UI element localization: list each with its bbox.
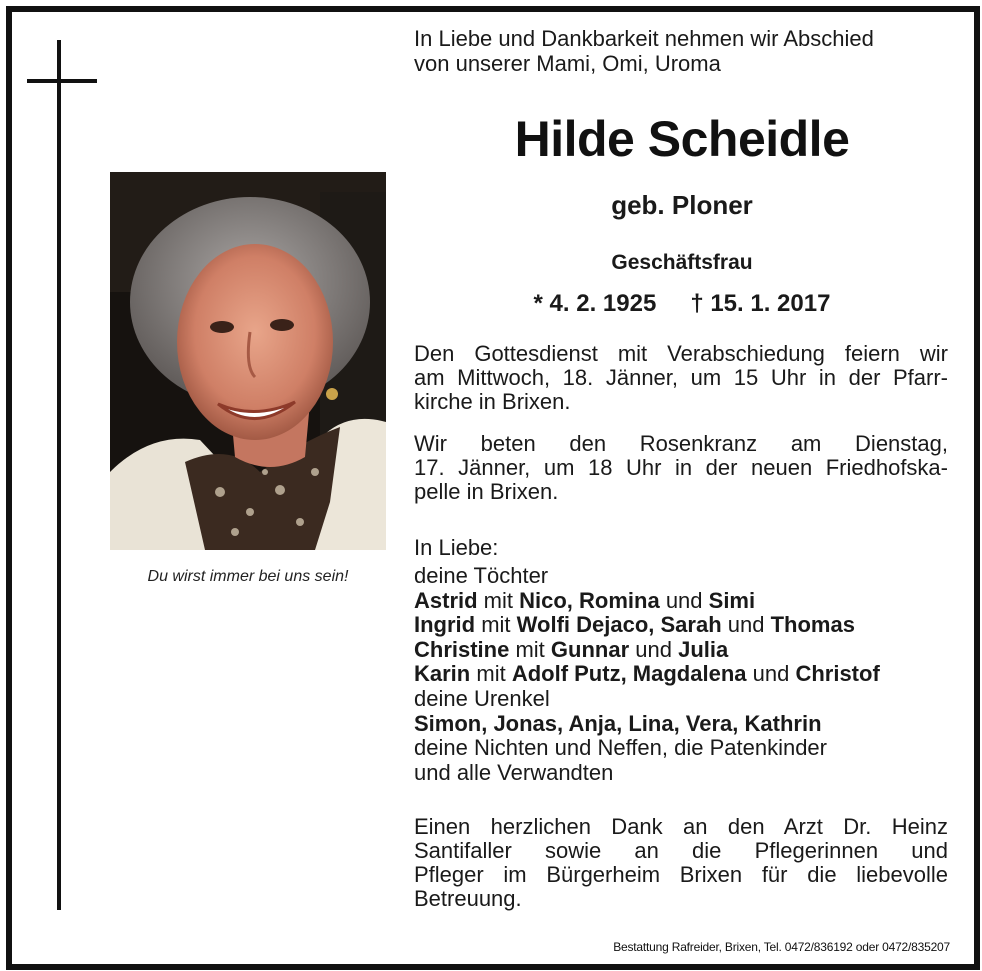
name: Nico, Romina xyxy=(519,587,660,613)
connector: mit xyxy=(509,636,551,662)
name: Astrid xyxy=(414,587,478,613)
family-line xyxy=(414,662,954,687)
great-grandchildren-names xyxy=(414,712,954,737)
thanks-notice xyxy=(414,815,948,911)
text-line: Den Gottesdienst mit Verabschiedung feiern wir xyxy=(414,341,948,366)
connector: mit xyxy=(470,661,512,687)
connector: und xyxy=(721,612,771,638)
mourners-list xyxy=(414,564,954,785)
maiden-name: geb. Ploner xyxy=(611,190,753,220)
mass-notice xyxy=(414,342,948,414)
death-date: † 15. 1. 2017 xyxy=(690,290,831,317)
name: Ingrid xyxy=(414,612,476,638)
life-dates xyxy=(414,290,950,318)
text-line: Wir beten den Rosenkranz am Dienstag, xyxy=(414,431,948,456)
connector: und xyxy=(659,587,709,613)
cross-icon xyxy=(57,40,61,910)
name: Adolf Putz, Magdalena xyxy=(511,661,747,687)
photo-caption: Du wirst immer bei uns sein! xyxy=(147,568,349,585)
text-line: Pfleger im Bürgerheim Brixen für die liebevolle xyxy=(414,862,948,887)
cross-icon-bar xyxy=(27,79,97,83)
in-love-heading: In Liebe: xyxy=(414,535,499,560)
name: Julia xyxy=(678,636,729,662)
intro-line: von unserer Mami, Omi, Uroma xyxy=(414,51,721,76)
deceased-name: Hilde Scheidle xyxy=(514,111,850,167)
text-line: Einen herzlichen Dank an den Arzt Dr. Heinz xyxy=(414,814,948,839)
funeral-home-footer: Bestattung Rafreider, Brixen, Tel. 0472/836192 oder 0472/835207 xyxy=(613,940,950,954)
name: Wolfi Dejaco, Sarah xyxy=(516,612,722,638)
connector: und xyxy=(629,636,679,662)
name: Karin xyxy=(414,661,471,687)
family-line xyxy=(414,589,954,614)
intro-text xyxy=(414,26,950,76)
nieces-line: deine Nichten und Neffen, die Patenkinder xyxy=(414,735,827,761)
great-grandchildren-label: deine Urenkel xyxy=(414,685,550,711)
name: Gunnar xyxy=(550,636,630,662)
text-line: pelle in Brixen. xyxy=(414,479,559,504)
birth-date: * 4. 2. 1925 xyxy=(533,290,657,317)
family-line xyxy=(414,638,954,663)
rosary-notice xyxy=(414,432,948,504)
names: Simon, Jonas, Anja, Lina, Vera, Kathrin xyxy=(414,710,822,736)
relatives-line: und alle Verwandten xyxy=(414,759,614,785)
text-line: Santifaller sowie an die Pflegerinnen und xyxy=(414,838,948,863)
text-line: Betreuung. xyxy=(414,886,522,911)
occupation: Geschäftsfrau xyxy=(611,251,753,274)
text-line: am Mittwoch, 18. Jänner, um 15 Uhr in der Pfarr- xyxy=(414,365,948,390)
connector: mit xyxy=(477,587,520,613)
connector: und xyxy=(746,661,796,687)
text-line: kirche in Brixen. xyxy=(414,389,571,414)
family-line xyxy=(414,613,954,638)
name: Simi xyxy=(708,587,756,613)
name: Thomas xyxy=(770,612,855,638)
text-line: 17. Jänner, um 18 Uhr in der neuen Friedhofska- xyxy=(414,455,948,480)
portrait-photo xyxy=(110,172,386,550)
intro-line: In Liebe und Dankbarkeit nehmen wir Abschied xyxy=(414,26,874,51)
connector: mit xyxy=(475,612,517,638)
daughters-label: deine Töchter xyxy=(414,563,549,588)
name: Christof xyxy=(795,661,880,687)
name: Christine xyxy=(414,636,510,662)
